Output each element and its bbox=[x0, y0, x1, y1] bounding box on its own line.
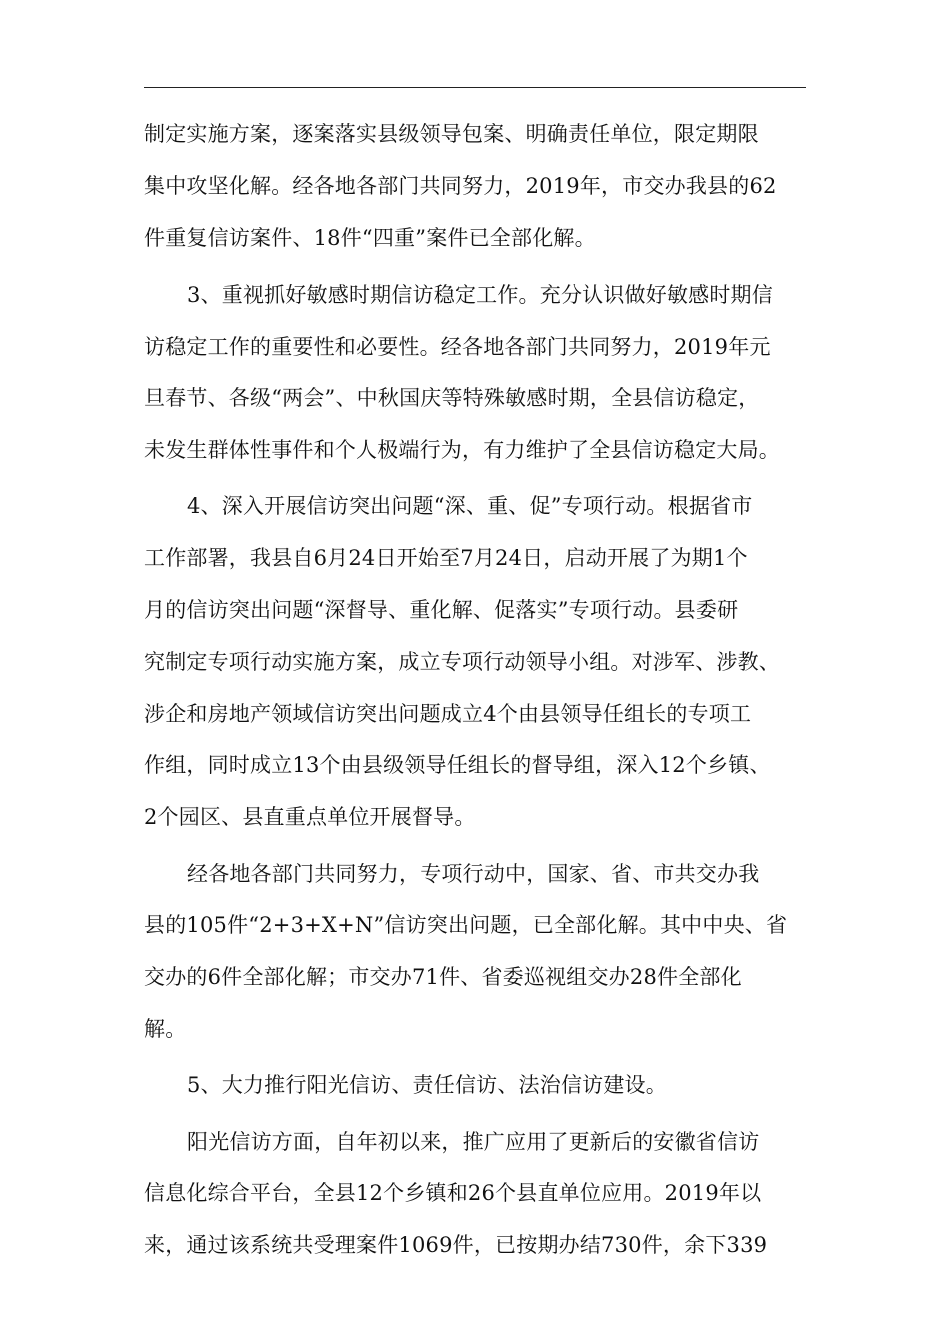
text-line: 件重复信访案件、18件“四重”案件已全部化解。 bbox=[144, 226, 596, 250]
paragraph-start: 经各地各部门共同努力，专项行动中，国家、省、市共交办我 bbox=[187, 862, 760, 886]
text-line: 信息化综合平台，全县12个乡镇和26个县直单位应用。2019年以 bbox=[144, 1181, 762, 1205]
header-rule bbox=[144, 87, 806, 88]
paragraph-4-heading: 4、深入开展信访突出问题“深、重、促”专项行动。根据省市 bbox=[187, 494, 753, 518]
text-line: 2个园区、县直重点单位开展督导。 bbox=[144, 805, 476, 829]
text-line: 旦春节、各级“两会”、中秋国庆等特殊敏感时期，全县信访稳定， bbox=[144, 386, 760, 410]
text-line: 月的信访突出问题“深督导、重化解、促落实”专项行动。县委研 bbox=[144, 598, 739, 622]
text-line: 制定实施方案，逐案落实县级领导包案、明确责任单位，限定期限 bbox=[144, 122, 759, 146]
text-line: 县的105件“2+3+X+N”信访突出问题，已全部化解。其中中央、省 bbox=[144, 913, 788, 937]
paragraph-5-heading: 5、大力推行阳光信访、责任信访、法治信访建设。 bbox=[187, 1073, 667, 1097]
text-line: 交办的6件全部化解；市交办71件、省委巡视组交办28件全部化 bbox=[144, 965, 742, 989]
text-line: 工作部署，我县自6月24日开始至7月24日，启动开展了为期1个 bbox=[144, 546, 748, 570]
paragraph-3-heading: 3、重视抓好敏感时期信访稳定工作。充分认识做好敏感时期信 bbox=[187, 283, 773, 307]
text-line: 集中攻坚化解。经各地各部门共同努力，2019年，市交办我县的62 bbox=[144, 174, 777, 198]
text-line: 访稳定工作的重要性和必要性。经各地各部门共同努力，2019年元 bbox=[144, 335, 771, 359]
text-line: 来，通过该系统共受理案件1069件，已按期办结730件，余下339 bbox=[144, 1233, 768, 1257]
text-line: 未发生群体性事件和个人极端行为，有力维护了全县信访稳定大局。 bbox=[144, 438, 780, 462]
text-line: 究制定专项行动实施方案，成立专项行动领导小组。对涉军、涉教、 bbox=[144, 650, 780, 674]
paragraph-start: 阳光信访方面，自年初以来，推广应用了更新后的安徽省信访 bbox=[187, 1130, 760, 1154]
text-line: 解。 bbox=[144, 1017, 187, 1041]
text-line: 作组，同时成立13个由县级领导任组长的督导组，深入12个乡镇、 bbox=[144, 753, 771, 777]
text-line: 涉企和房地产领域信访突出问题成立4个由县领导任组长的专项工 bbox=[144, 702, 752, 726]
